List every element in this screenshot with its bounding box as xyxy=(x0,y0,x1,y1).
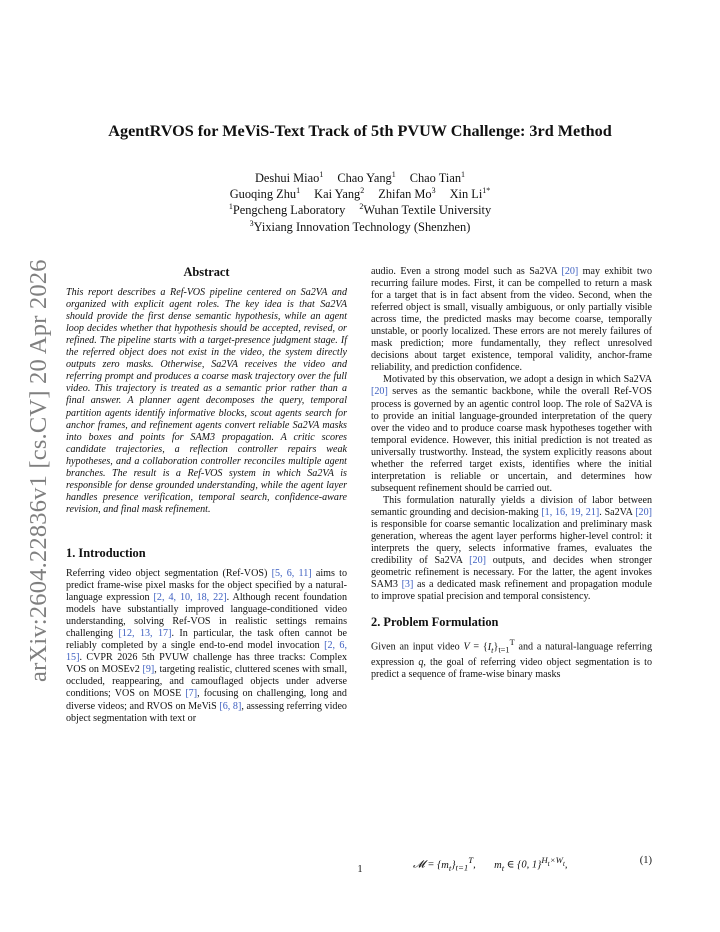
equation-number: (1) xyxy=(639,855,652,866)
author-name: Xin Li xyxy=(449,187,483,202)
affiliation-line-1 xyxy=(60,202,660,218)
equation-body: 𝓜 = $\{m_t\}_{t=1}^T$, $m_t$ ∈ {0, 1}$^{H_t\times W_t}$, xyxy=(413,855,568,873)
citation[interactable]: [20] xyxy=(469,555,486,567)
abstract-heading: Abstract xyxy=(183,265,230,279)
author-name: Zhifan Mo xyxy=(378,187,432,202)
citation[interactable]: [20] xyxy=(635,506,653,518)
abstract-text: This report describes a Ref-VOS pipeline centered on Sa2VA and organized with explicit agent roles. The key idea is that Sa2VA should provide the first dense semantic hypothesis, while an agent loop decides whether that hypothesis should be accepted, revised, or refined. The pipeline starts with a target-presence judgment stage. If the referred object does not exist in the video, the system directly outputs zero masks. Otherwise, Sa2VA receives the video and referring prompt and produces a coarse mask trajectory over the full video. This trajectory is treated as a semantic prior rather than a final answer. A planner agent decomposes the query, temporal partition agents identify informative blocks, scout agents search for anchor frames, and refinement agents convert reliable Sa2VA masks into boxes and points for SAM3 propagation. A critic scores candidate trajectories, a reflection controller repairs weak hypotheses, and a collaboration controller reconciles multiple agent branches. The result is a Ref-VOS system in which Sa2VA is responsible for dense grounded understanding, while the agent layer handles presence verification, temporal search, confidence-aware revision, and final mask refinement. xyxy=(66,287,347,515)
citation[interactable]: [6, 8] xyxy=(219,700,242,712)
author-name: Guoqing Zhu xyxy=(229,187,297,202)
problem-formulation-text: Given an input video $V = \{I_t\}_{t=1}^T$ and a natural-language referring expression q, the goal of referring video object segmentation is to predict a sequence of frame-wise binary masks xyxy=(371,638,652,680)
arxiv-stamp-svg xyxy=(12,258,58,688)
introduction-paragraph xyxy=(66,568,347,725)
introduction-heading: 1. Introduction xyxy=(66,545,146,560)
text-run: is responsible for coarse semantic localization and preliminary mask generation, whereas the agent layer performs higher-level control: it interprets the query, selects informative frames, evaluates the credibility of Sa2VA xyxy=(371,518,652,567)
author-name: Chao Yang xyxy=(337,171,392,185)
text-run: may exhibit two recurring failure modes. First, it can be compelled to return a mask for a target that is in fact absent from the video. Second, when the referred object is small, visually ambiguous, or only partially visible across time, the predicted masks may become coarse, temporally unstable, or poorly localized. These errors are not merely failures of mask prediction; more fundamentally, they reflect unresolved decisions about target existence, temporal validity, anchor-frame reliability, and prediction confidence. xyxy=(371,266,652,374)
author-affiliation-sup: 1 xyxy=(391,170,396,179)
citation[interactable]: [3] xyxy=(401,579,414,591)
text-run: Motivated by this observation, we adopt a design in which Sa2VA xyxy=(383,374,652,386)
text-run: aims to predict frame-wise pixel masks for the object specified by a natural-language expression xyxy=(66,567,347,604)
paper-title: AgentRVOS for MeViS-Text Track of 5th PVUW Challenge: 3rd Method xyxy=(108,122,612,140)
author-affiliation-sup: 3 xyxy=(431,186,436,196)
citation[interactable]: [2, 6, 15] xyxy=(66,640,347,664)
arxiv-stamp xyxy=(12,258,58,688)
right-paragraph-3 xyxy=(371,495,652,603)
text-run: This formulation naturally yields a division of labor between semantic grounding and decision-making xyxy=(371,494,652,518)
author-affiliation-sup: 1 xyxy=(296,186,301,196)
right-column xyxy=(371,266,652,681)
citation[interactable]: [12, 13, 17] xyxy=(118,628,172,640)
aff2-sup: 2 xyxy=(359,202,364,212)
citation[interactable]: [9] xyxy=(142,664,155,676)
aff3-text: Yixiang Innovation Technology (Shenzhen) xyxy=(253,219,471,234)
text-run: as a dedicated mask refinement and propagation module to improve spatial precision and temporal consistency. xyxy=(371,579,652,603)
citation[interactable]: [2, 4, 10, 18, 22] xyxy=(153,592,227,604)
author-name: Chao Tian xyxy=(409,171,462,185)
text-run: . Sa2VA xyxy=(599,506,636,518)
right-paragraph-1 xyxy=(371,266,652,374)
author-name: Kai Yang xyxy=(314,187,361,202)
author-line-1 xyxy=(60,170,660,186)
citation[interactable]: [1, 16, 19, 21] xyxy=(541,506,600,518)
author-affiliation-sup: 2 xyxy=(360,186,365,196)
citation[interactable]: [20] xyxy=(561,266,579,277)
author-line-2 xyxy=(60,186,660,202)
arxiv-stamp-text: arXiv:2604.22836v1 [cs.CV] 20 Apr 2026 xyxy=(25,259,52,682)
aff1-text: Pengcheng Laboratory xyxy=(232,203,346,218)
text-run: , assessing referring video object segmentation with text or xyxy=(66,700,347,724)
aff3-sup: 3 xyxy=(249,218,254,228)
text-run: . CVPR 2026 5th PVUW challenge has three tracks: Complex VOS on MOSEv2 xyxy=(66,652,347,676)
aff1-sup: 1 xyxy=(228,202,233,212)
author-block xyxy=(60,170,660,235)
right-paragraph-2 xyxy=(371,374,652,494)
text-run: , focusing on challenging, long and diverse videos; and RVOS on MeViS xyxy=(66,688,347,712)
problem-formulation-heading: 2. Problem Formulation xyxy=(371,615,499,630)
citation[interactable]: [20] xyxy=(371,386,388,398)
text-run: serves as the semantic backbone, while the overall Ref-VOS process is governed by an agentic control loop. The role of Sa2VA is to provide an initial language-grounded interpretation of the query over the video and to produce coarse mask hypotheses together with temporal evidence. However, this initial prediction is not treated as universally trustworthy. Instead, the system explicitly reasons about whether the referred target exists, identifies where the initial interpretation is reliable or uncertain, and determines how subsequent refinement should be carried out. xyxy=(371,386,652,494)
aff2-text: Wuhan Textile University xyxy=(363,203,492,218)
author-affiliation-sup: 1* xyxy=(482,186,491,196)
author-name: Deshui Miao xyxy=(254,171,320,185)
text-run: , targeting realistic, cluttered scenes with small, occluded, reappearing, and camouflaged objects under adverse conditions; VOS on MOSE xyxy=(66,664,347,700)
citation[interactable]: [7] xyxy=(185,688,198,700)
text-run: audio. Even a strong model such as Sa2VA xyxy=(371,266,562,277)
author-affiliation-sup: 1 xyxy=(319,170,324,179)
citation[interactable]: [5, 6, 11] xyxy=(271,567,312,579)
text-run: outputs, and decides when stronger geometric refinement is necessary. For the latter, the agent invokes SAM3 xyxy=(371,555,652,591)
left-column xyxy=(66,266,347,725)
text-run: . Although recent foundation models have substantially improved language-conditioned video understanding, solving Ref-VOS in realistic settings remains challenging xyxy=(66,592,347,640)
page-number: 1 xyxy=(357,864,363,875)
author-affiliation-sup: 1 xyxy=(461,170,466,179)
text-run: Referring video object segmentation (Ref-VOS) xyxy=(66,567,272,579)
text-run: . In particular, the task often cannot be reliably completed by a single end-to-end model invocation xyxy=(66,628,347,652)
affiliation-line-2 xyxy=(60,219,660,235)
